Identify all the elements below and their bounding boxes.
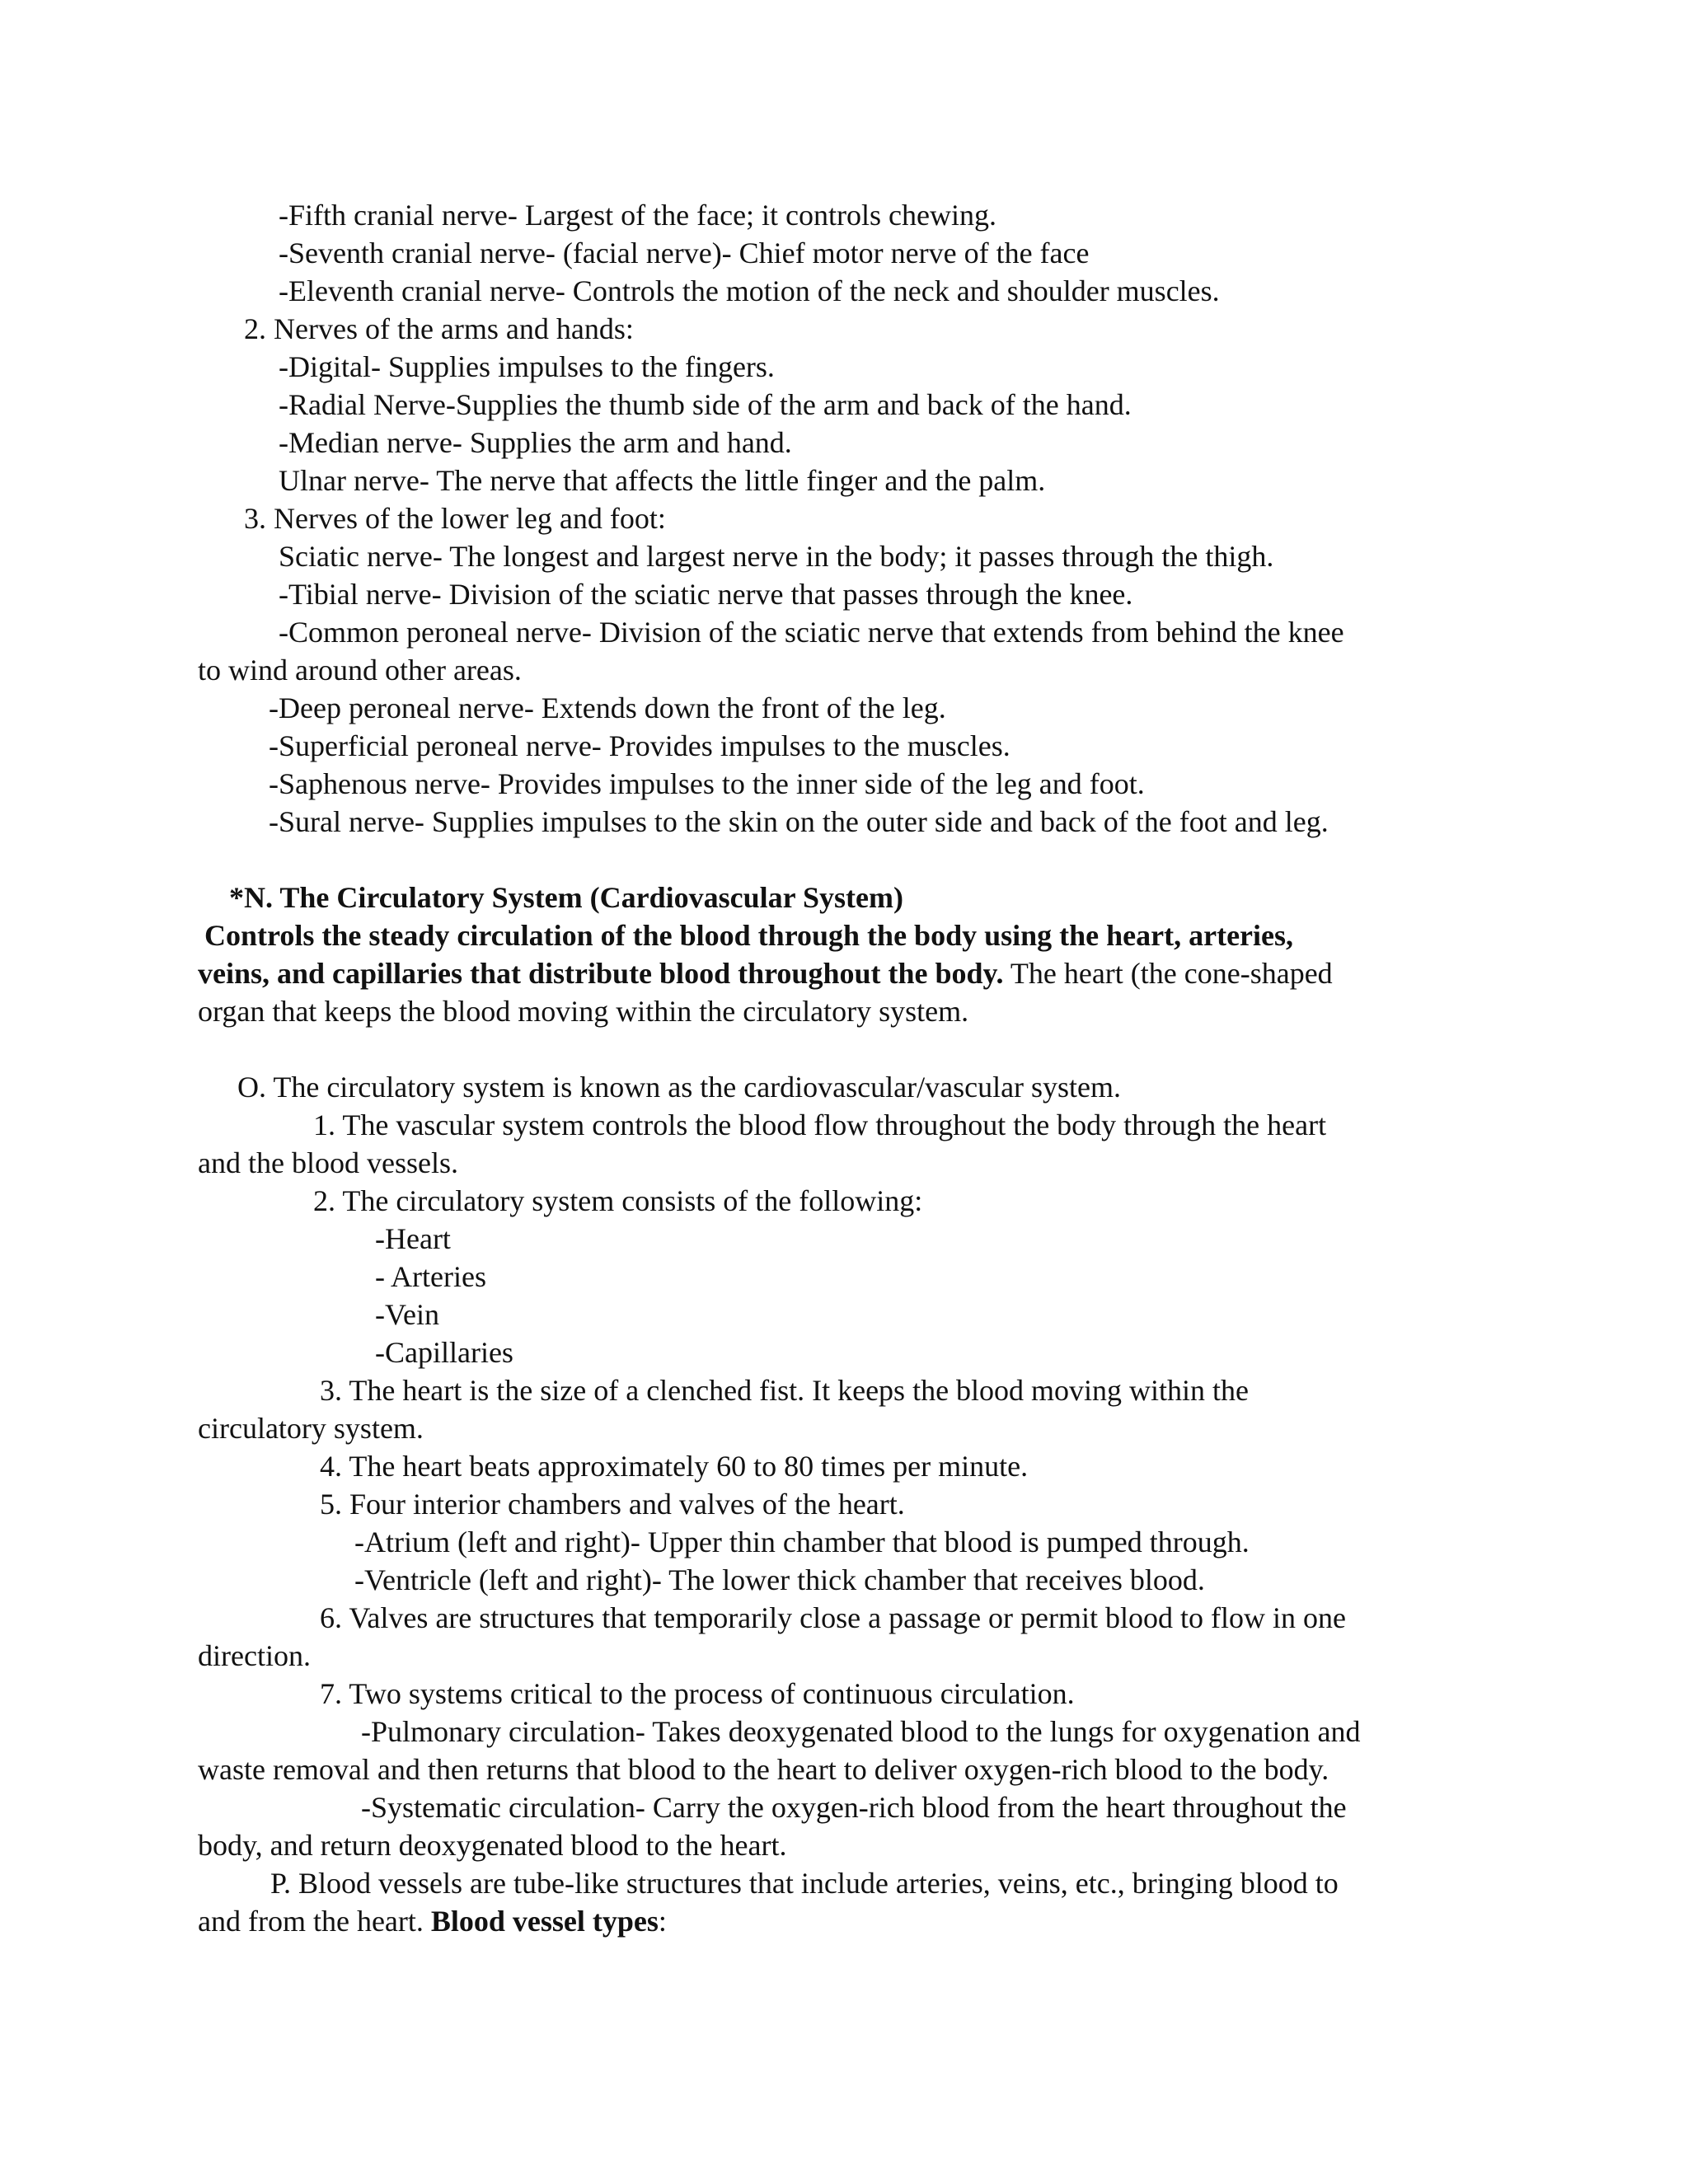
component-vein: -Vein (375, 1298, 439, 1331)
arms-heading: 2. Nerves of the arms and hands: (244, 312, 634, 345)
chamber-ventricle: -Ventricle (left and right)- The lower thick chamber that receives blood. (354, 1563, 1205, 1596)
item-p-line-b-plain: and from the heart. (198, 1905, 431, 1938)
arms-nerve-digital: -Digital- Supplies impulses to the fingers. (279, 350, 775, 383)
item-5: 5. Four interior chambers and valves of the heart. (320, 1488, 905, 1521)
item-o-heading: O. The circulatory system is known as the cardiovascular/vascular system. (237, 1071, 1122, 1104)
leg-nerve-common-peroneal-cont: to wind around other areas. (198, 654, 522, 687)
leg-nerve-sciatic: Sciatic nerve- The longest and largest nerve in the body; it passes through the thigh. (279, 540, 1274, 573)
component-arteries: - Arteries (375, 1260, 486, 1293)
leg-nerve-saphenous: -Saphenous nerve- Provides impulses to the inner side of the leg and foot. (269, 767, 1145, 800)
arms-nerve-ulnar: Ulnar nerve- The nerve that affects the little finger and the palm. (279, 464, 1046, 497)
systematic-line-a: -Systematic circulation- Carry the oxygen-rich blood from the heart throughout the (361, 1791, 1347, 1824)
cranial-nerve-fifth: -Fifth cranial nerve- Largest of the face; it controls chewing. (279, 199, 996, 232)
item-3-line-b: circulatory system. (198, 1412, 424, 1445)
intro-line-1: Controls the steady circulation of the blood through the body using the heart, arteries, (204, 919, 1294, 952)
pulmonary-line-a: -Pulmonary circulation- Takes deoxygenated blood to the lungs for oxygenation and (361, 1715, 1361, 1748)
intro-line-2-rest: The heart (the cone-shaped (1003, 957, 1333, 990)
item-p-line-a: P. Blood vessels are tube-like structures that include arteries, veins, etc., bringing blood to (270, 1867, 1339, 1900)
item-p-line-b-tail: : (658, 1905, 667, 1938)
item-1-line-a: 1. The vascular system controls the blood flow throughout the body through the heart (313, 1108, 1327, 1141)
item-6-line-a: 6. Valves are structures that temporarily close a passage or permit blood to flow in one (320, 1601, 1346, 1634)
item-p-line-b (198, 1902, 667, 1940)
intro-line-2-bold: veins, and capillaries that distribute blood throughout the body. (198, 957, 1004, 990)
arms-nerve-radial: -Radial Nerve-Supplies the thumb side of the arm and back of the hand. (279, 388, 1132, 421)
systematic-line-b: body, and return deoxygenated blood to the heart. (198, 1829, 787, 1862)
leg-nerve-common-peroneal: -Common peroneal nerve- Division of the sciatic nerve that extends from behind the knee (279, 616, 1344, 649)
item-4: 4. The heart beats approximately 60 to 80 times per minute. (320, 1450, 1029, 1483)
leg-nerve-deep-peroneal: -Deep peroneal nerve- Extends down the front of the leg. (269, 691, 946, 724)
leg-heading: 3. Nerves of the lower leg and foot: (244, 502, 666, 535)
leg-nerve-sural: -Sural nerve- Supplies impulses to the skin on the outer side and back of the foot and leg. (269, 805, 1329, 838)
arms-nerve-median: -Median nerve- Supplies the arm and hand. (279, 426, 792, 459)
item-6-line-b: direction. (198, 1639, 311, 1672)
section-heading-circulatory: *N. The Circulatory System (Cardiovascular System) (229, 881, 903, 914)
component-capillaries: -Capillaries (375, 1336, 513, 1369)
blood-vessel-types-label: Blood vessel types (430, 1905, 659, 1938)
item-3-line-a: 3. The heart is the size of a clenched fist. It keeps the blood moving within the (320, 1374, 1250, 1407)
item-1-line-b: and the blood vessels. (198, 1146, 458, 1179)
chamber-atrium: -Atrium (left and right)- Upper thin chamber that blood is pumped through. (354, 1526, 1250, 1558)
pulmonary-line-b: waste removal and then returns that blood to the heart to deliver oxygen-rich blood to the body. (198, 1753, 1329, 1786)
intro-line-3: organ that keeps the blood moving within the circulatory system. (198, 995, 969, 1028)
component-heart: -Heart (375, 1222, 451, 1255)
cranial-nerve-eleventh: -Eleventh cranial nerve- Controls the motion of the neck and shoulder muscles. (279, 274, 1220, 307)
cranial-nerve-seventh: -Seventh cranial nerve- (facial nerve)- Chief motor nerve of the face (279, 237, 1090, 269)
leg-nerve-superficial-peroneal: -Superficial peroneal nerve- Provides impulses to the muscles. (269, 729, 1010, 762)
item-7: 7. Two systems critical to the process of continuous circulation. (320, 1677, 1075, 1710)
item-2: 2. The circulatory system consists of the following: (313, 1184, 923, 1217)
intro-line-2 (198, 954, 1333, 992)
leg-nerve-tibial: -Tibial nerve- Division of the sciatic nerve that passes through the knee. (279, 578, 1133, 611)
